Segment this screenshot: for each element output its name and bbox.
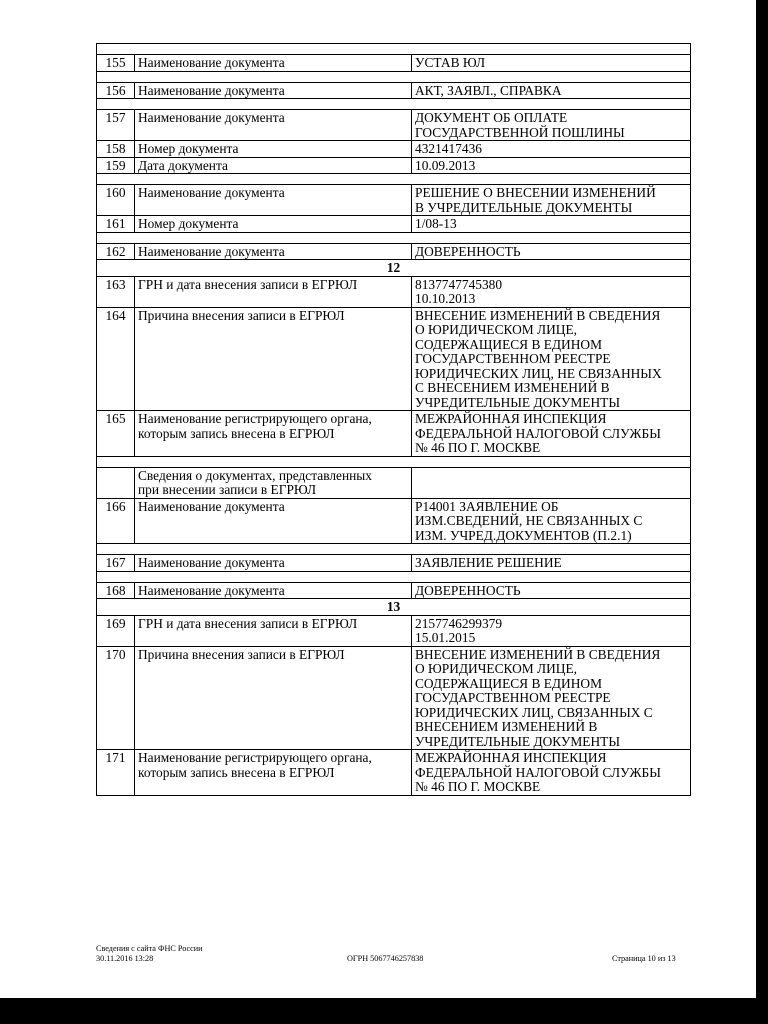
record-row xyxy=(97,498,691,544)
egrul-records-body xyxy=(97,44,691,796)
record-row xyxy=(97,276,691,307)
record-value xyxy=(412,467,691,498)
record-label: Наименование документа xyxy=(135,498,412,544)
separator-row xyxy=(97,174,691,185)
record-number: 170 xyxy=(97,646,135,750)
separator-row xyxy=(97,99,691,110)
record-number: 162 xyxy=(97,243,135,260)
record-label: Наименование регистрирующего органа, которым запись внесена в ЕГРЮЛ xyxy=(135,411,412,457)
separator-row xyxy=(97,71,691,82)
record-row xyxy=(97,750,691,796)
record-row xyxy=(97,307,691,411)
record-value: ВНЕСЕНИЕ ИЗМЕНЕНИЙ В СВЕДЕНИЯ О ЮРИДИЧЕСКОМ ЛИЦЕ, СОДЕРЖАЩИЕСЯ В ЕДИНОМ ГОСУДАРСТВЕННОМ РЕЕСТРЕ ЮРИДИЧЕСКИХ ЛИЦ, НЕ СВЯЗАННЫХ С ВНЕСЕНИЕМ ИЗМЕНЕНИЙ В УЧРЕДИТЕЛЬНЫЕ ДОКУМЕНТЫ xyxy=(412,307,691,411)
record-label: Наименование документа xyxy=(135,55,412,72)
record-value: 8137747745380 10.10.2013 xyxy=(412,276,691,307)
record-row xyxy=(97,411,691,457)
record-label: Наименование документа xyxy=(135,110,412,141)
record-row xyxy=(97,646,691,750)
separator-cell xyxy=(97,71,691,82)
footer-ogrn: ОГРН 5067746257838 xyxy=(347,954,424,963)
record-label: Наименование регистрирующего органа, которым запись внесена в ЕГРЮЛ xyxy=(135,750,412,796)
record-label: ГРН и дата внесения записи в ЕГРЮЛ xyxy=(135,276,412,307)
record-value: АКТ, ЗАЯВЛ., СПРАВКА xyxy=(412,82,691,99)
section-number: 13 xyxy=(97,599,691,616)
separator-cell xyxy=(97,232,691,243)
record-number: 158 xyxy=(97,141,135,158)
record-value: 2157746299379 15.01.2015 xyxy=(412,615,691,646)
record-row xyxy=(97,185,691,216)
footer-source xyxy=(96,944,203,964)
record-value: Р14001 ЗАЯВЛЕНИЕ ОБ ИЗМ.СВЕДЕНИЙ, НЕ СВЯЗАННЫХ С ИЗМ. УЧРЕД.ДОКУМЕНТОВ (П.2.1) xyxy=(412,498,691,544)
record-value: МЕЖРАЙОННАЯ ИНСПЕКЦИЯ ФЕДЕРАЛЬНОЙ НАЛОГОВОЙ СЛУЖБЫ № 46 ПО Г. МОСКВЕ xyxy=(412,750,691,796)
record-row xyxy=(97,582,691,599)
record-number: 157 xyxy=(97,110,135,141)
egrul-records-table xyxy=(96,43,691,796)
record-row xyxy=(97,55,691,72)
record-number: 156 xyxy=(97,82,135,99)
record-label: Наименование документа xyxy=(135,243,412,260)
record-label: Наименование документа xyxy=(135,582,412,599)
record-value: ДОВЕРЕННОСТЬ xyxy=(412,582,691,599)
separator-cell xyxy=(97,544,691,555)
record-value: ДОКУМЕНТ ОБ ОПЛАТЕ ГОСУДАРСТВЕННОЙ ПОШЛИНЫ xyxy=(412,110,691,141)
separator-cell xyxy=(97,456,691,467)
separator-cell xyxy=(97,44,691,55)
record-number: 160 xyxy=(97,185,135,216)
record-label: Сведения о документах, представленных при внесении записи в ЕГРЮЛ xyxy=(135,467,412,498)
record-row xyxy=(97,141,691,158)
footer-page-number: Страница 10 из 13 xyxy=(612,954,676,963)
record-value: ВНЕСЕНИЕ ИЗМЕНЕНИЙ В СВЕДЕНИЯ О ЮРИДИЧЕСКОМ ЛИЦЕ, СОДЕРЖАЩИЕСЯ В ЕДИНОМ ГОСУДАРСТВЕННОМ РЕЕСТРЕ ЮРИДИЧЕСКИХ ЛИЦ, СВЯЗАННЫХ С ВНЕСЕНИЕМ ИЗМЕНЕНИЙ В УЧРЕДИТЕЛЬНЫЕ ДОКУМЕНТЫ xyxy=(412,646,691,750)
record-number: 169 xyxy=(97,615,135,646)
record-row xyxy=(97,243,691,260)
record-number: 171 xyxy=(97,750,135,796)
record-number: 167 xyxy=(97,555,135,572)
record-value: ДОВЕРЕННОСТЬ xyxy=(412,243,691,260)
record-value: РЕШЕНИЕ О ВНЕСЕНИИ ИЗМЕНЕНИЙ В УЧРЕДИТЕЛЬНЫЕ ДОКУМЕНТЫ xyxy=(412,185,691,216)
separator-cell xyxy=(97,571,691,582)
record-number: 164 xyxy=(97,307,135,411)
record-row xyxy=(97,82,691,99)
record-row xyxy=(97,110,691,141)
record-label: Причина внесения записи в ЕГРЮЛ xyxy=(135,307,412,411)
record-row xyxy=(97,157,691,174)
record-label: Номер документа xyxy=(135,216,412,233)
record-number: 161 xyxy=(97,216,135,233)
record-value: МЕЖРАЙОННАЯ ИНСПЕКЦИЯ ФЕДЕРАЛЬНОЙ НАЛОГОВОЙ СЛУЖБЫ № 46 ПО Г. МОСКВЕ xyxy=(412,411,691,457)
record-value: УСТАВ ЮЛ xyxy=(412,55,691,72)
separator-row xyxy=(97,232,691,243)
separator-row xyxy=(97,44,691,55)
record-row xyxy=(97,216,691,233)
scan-border-bottom xyxy=(0,998,768,1024)
record-row xyxy=(97,555,691,572)
record-value: ЗАЯВЛЕНИЕ РЕШЕНИЕ xyxy=(412,555,691,572)
scan-border-right xyxy=(756,0,768,1000)
record-label: Дата документа xyxy=(135,157,412,174)
section-header-row xyxy=(97,599,691,616)
record-row xyxy=(97,467,691,498)
record-value: 10.09.2013 xyxy=(412,157,691,174)
record-value: 1/08-13 xyxy=(412,216,691,233)
record-label: Наименование документа xyxy=(135,82,412,99)
record-number: 168 xyxy=(97,582,135,599)
record-number: 155 xyxy=(97,55,135,72)
record-label: Наименование документа xyxy=(135,555,412,572)
separator-row xyxy=(97,571,691,582)
section-header-row xyxy=(97,260,691,277)
footer-datetime: 30.11.2016 13:28 xyxy=(96,954,154,963)
record-number: 163 xyxy=(97,276,135,307)
record-row xyxy=(97,615,691,646)
footer-source-text: Сведения с сайта ФНС России xyxy=(96,944,203,953)
record-label: Номер документа xyxy=(135,141,412,158)
record-value: 4321417436 xyxy=(412,141,691,158)
record-label: ГРН и дата внесения записи в ЕГРЮЛ xyxy=(135,615,412,646)
record-number: 166 xyxy=(97,498,135,544)
record-number xyxy=(97,467,135,498)
separator-cell xyxy=(97,174,691,185)
section-number: 12 xyxy=(97,260,691,277)
separator-cell xyxy=(97,99,691,110)
separator-row xyxy=(97,544,691,555)
record-label: Причина внесения записи в ЕГРЮЛ xyxy=(135,646,412,750)
separator-row xyxy=(97,456,691,467)
record-number: 159 xyxy=(97,157,135,174)
record-number: 165 xyxy=(97,411,135,457)
record-label: Наименование документа xyxy=(135,185,412,216)
